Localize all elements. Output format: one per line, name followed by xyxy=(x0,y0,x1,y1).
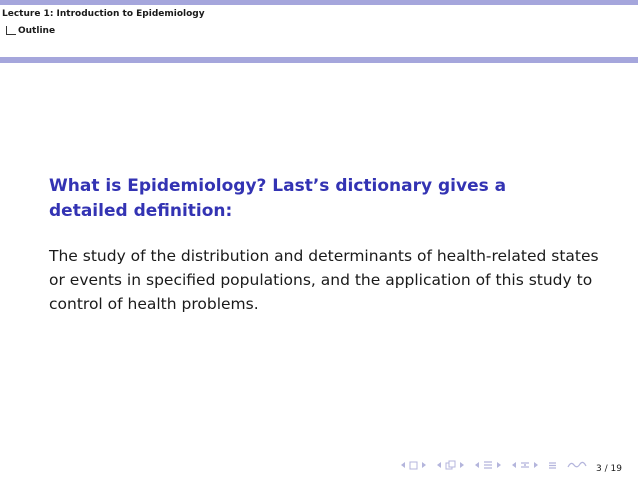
nav-subsubsection-group[interactable] xyxy=(511,460,539,470)
section-link[interactable]: Outline xyxy=(18,26,56,36)
breadcrumb xyxy=(6,25,55,37)
search-icon[interactable] xyxy=(566,460,588,470)
arrow-left-icon[interactable] xyxy=(400,461,406,469)
arrow-left-icon[interactable] xyxy=(511,461,517,469)
search-align-icon[interactable] xyxy=(548,461,557,470)
arrow-right-icon[interactable] xyxy=(459,461,465,469)
nav-frame-group[interactable] xyxy=(400,461,427,470)
lecture-title[interactable]: Lecture 1: Introduction to Epidemiology xyxy=(2,9,205,19)
arrow-right-icon[interactable] xyxy=(533,461,539,469)
subsubsection-icon[interactable] xyxy=(520,460,530,470)
arrow-right-icon[interactable] xyxy=(421,461,427,469)
arrow-left-icon[interactable] xyxy=(474,461,480,469)
page-number: 3 / 19 xyxy=(596,464,622,474)
definition-text: The study of the distribution and determinants of health-related states or events in specified populations, and the application of this study to control of health problems. xyxy=(49,247,599,313)
header-separator-bar xyxy=(0,57,638,63)
arrow-right-icon[interactable] xyxy=(496,461,502,469)
nav-section-group[interactable] xyxy=(474,460,502,470)
section-icon[interactable] xyxy=(483,460,493,470)
arrow-left-icon[interactable] xyxy=(436,461,442,469)
nav-subsection-group[interactable] xyxy=(436,460,465,470)
beamer-navigation xyxy=(400,458,588,472)
slide-heading: What is Epidemiology? Last’s dictionary gives a detailed definition: xyxy=(49,176,507,221)
tree-branch-icon xyxy=(6,26,16,35)
header-top-bar xyxy=(0,0,638,5)
frame-icon[interactable] xyxy=(409,461,418,470)
subsection-icon[interactable] xyxy=(445,460,456,470)
